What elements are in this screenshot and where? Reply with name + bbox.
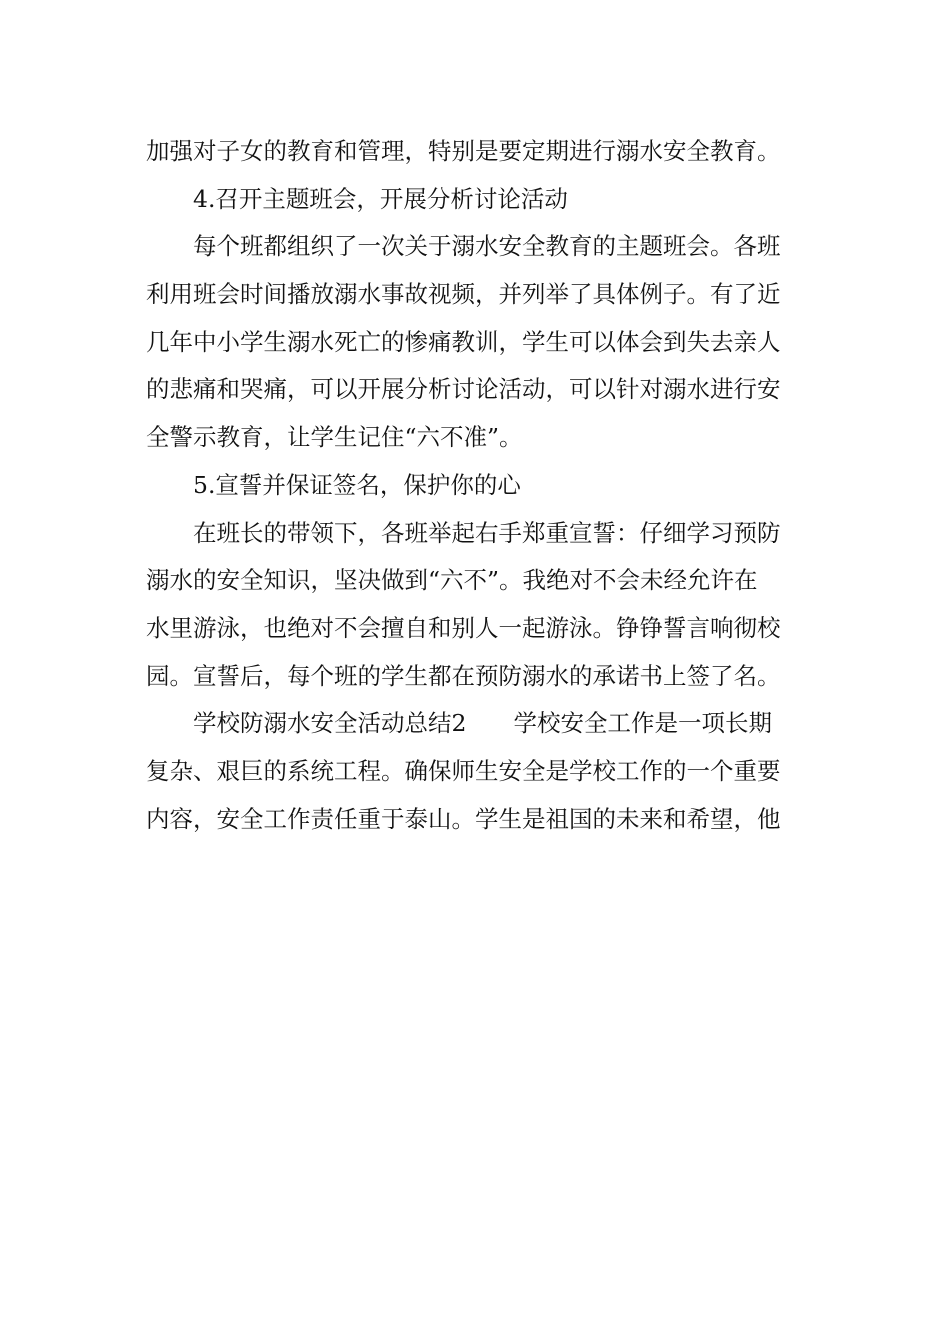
text-line: 学校防溺水安全活动总结2 学校安全工作是一项长期 bbox=[193, 709, 772, 738]
text-line: 水里游泳，也绝对不会擅自和别人一起游泳。铮铮誓言响彻校 bbox=[146, 613, 781, 642]
section-heading: 5.宣誓并保证签名，保护你的心 bbox=[193, 470, 521, 499]
text-line: 每个班都组织了一次关于溺水安全教育的主题班会。各班 bbox=[193, 232, 781, 261]
text-line: 园。宣誓后，每个班的学生都在预防溺水的承诺书上签了名。 bbox=[146, 661, 781, 690]
text-line: 几年中小学生溺水死亡的惨痛教训，学生可以体会到失去亲人 bbox=[146, 327, 781, 356]
text-line: 溺水的安全知识，坚决做到“六不”。我绝对不会未经允许在 bbox=[146, 566, 758, 595]
document-body bbox=[146, 128, 811, 843]
text-line: 加强对子女的教育和管理，特别是要定期进行溺水安全教育。 bbox=[146, 137, 781, 165]
text-line: 的悲痛和哭痛，可以开展分析讨论活动，可以针对溺水进行安 bbox=[146, 375, 781, 404]
text-line: 利用班会时间播放溺水事故视频，并列举了具体例子。有了近 bbox=[146, 280, 781, 309]
text-line: 内容，安全工作责任重于泰山。学生是祖国的未来和希望，他 bbox=[146, 804, 781, 833]
section-heading: 4.召开主题班会，开展分析讨论活动 bbox=[193, 184, 568, 213]
text-line: 全警示教育，让学生记住“六不准”。 bbox=[146, 423, 523, 452]
text-line: 复杂、艰巨的系统工程。确保师生安全是学校工作的一个重要 bbox=[146, 756, 781, 785]
text-line: 在班长的带领下，各班举起右手郑重宣誓：仔细学习预防 bbox=[193, 518, 781, 547]
